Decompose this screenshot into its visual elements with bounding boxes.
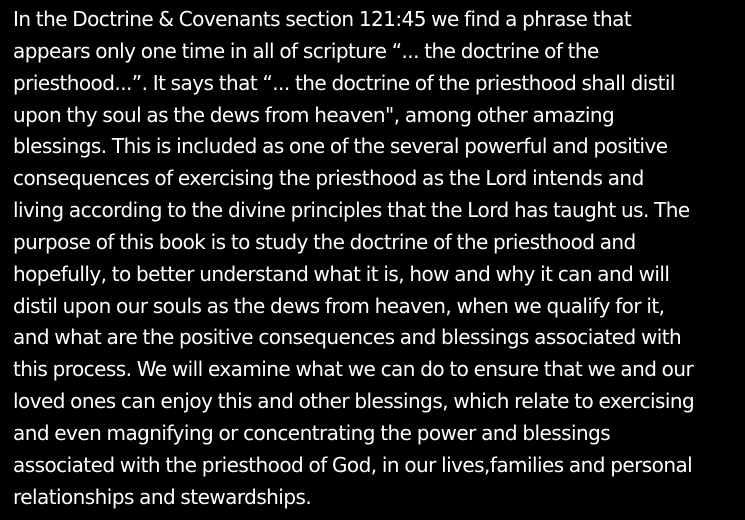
paragraph-line: and even magnifying or concentrating the power and blessings [13, 420, 611, 445]
paragraph-line: associated with the priesthood of God, in our lives,families and personal [13, 452, 693, 477]
paragraph-line: purpose of this book is to study the doctrine of the priesthood and [13, 229, 636, 254]
paragraph-line: consequences of exercising the priesthood as the Lord intends and [13, 166, 644, 191]
paragraph-line: blessings. This is included as one of the several powerful and positive [13, 134, 668, 159]
paragraph-line: upon thy soul as the dews from heaven", among other amazing [13, 102, 615, 127]
paragraph-line: this process. We will examine what we can do to ensure that we and our [13, 357, 694, 382]
paragraph-line: living according to the divine principles that the Lord has taught us. The [13, 198, 690, 223]
paragraph-line: hopefully, to better understand what it is, how and why it can and will [13, 261, 670, 286]
paragraph-line: loved ones can enjoy this and other blessings, which relate to exercising [13, 389, 695, 414]
paragraph-line: relationships and stewardships. [13, 484, 312, 509]
paragraph-line: and what are the positive consequences and blessings associated with [13, 325, 682, 350]
body-paragraph [13, 4, 741, 514]
paragraph-line: distil upon our souls as the dews from heaven, when we qualify for it, [13, 293, 665, 318]
paragraph-line: priesthood...”. It says that “... the doctrine of the priesthood shall distil [13, 70, 675, 95]
paragraph-line: appears only one time in all of scripture “... the doctrine of the [13, 38, 599, 63]
paragraph-line: In the Doctrine & Covenants section 121:45 we find a phrase that [13, 7, 632, 31]
